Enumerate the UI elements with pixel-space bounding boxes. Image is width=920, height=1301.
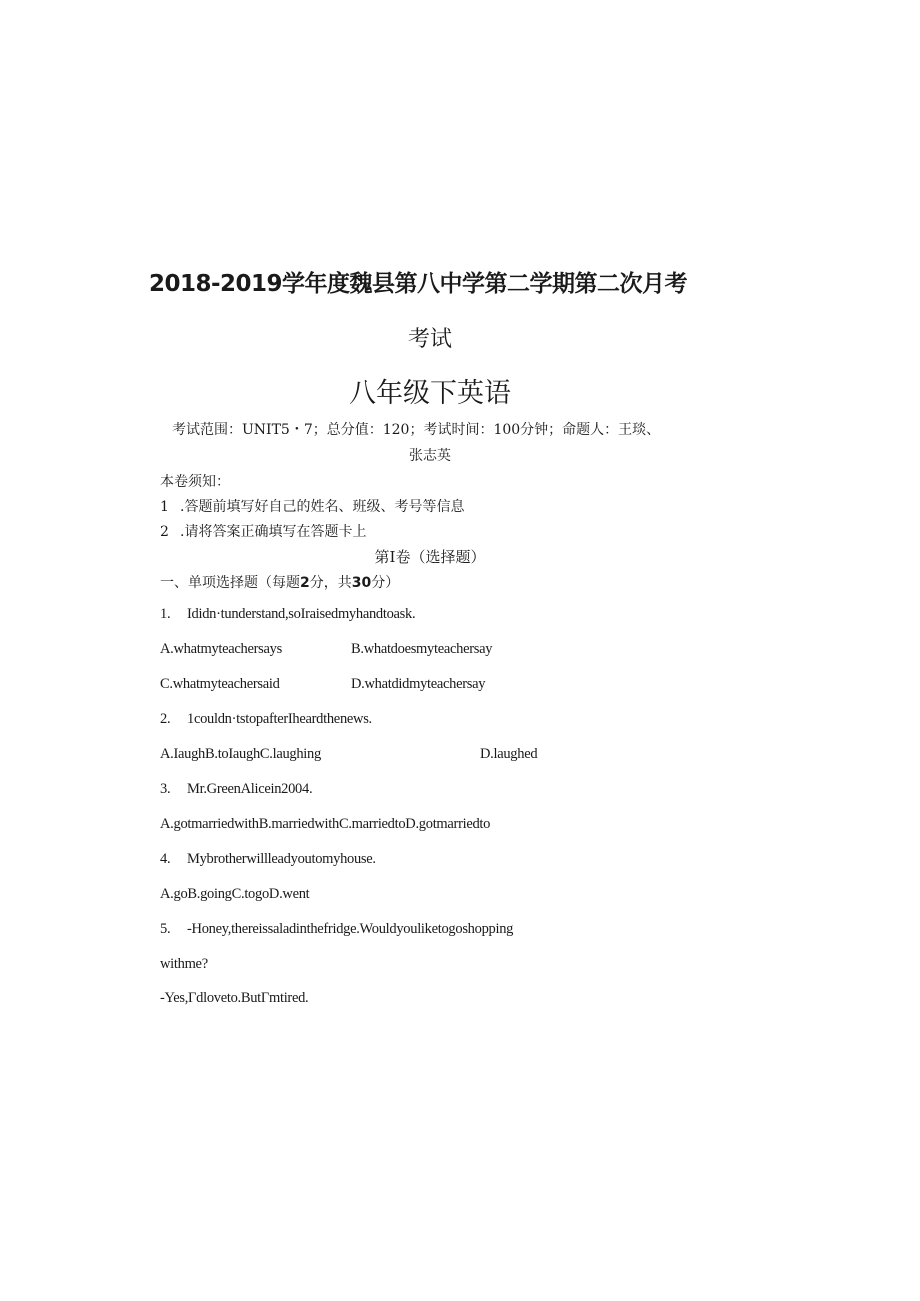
notice-item-number: 1 <box>160 499 169 515</box>
notice-item-text: .答题前填写好自己的姓名、班级、考号等信息 <box>180 499 465 515</box>
question-text-continued: withme? <box>160 956 208 972</box>
option-c: C.whatmyteachersaid <box>160 676 280 692</box>
section-mid: 分，共 <box>309 575 352 591</box>
question-text: Mr.GreenAlicein2004. <box>187 781 313 797</box>
question-text: Mybrotherwillleadyoutomyhouse. <box>187 851 376 867</box>
question-number: 2. <box>160 711 171 727</box>
part-title: 第I卷（选择题） <box>374 548 486 566</box>
question-number: 4. <box>160 851 171 867</box>
section-heading <box>160 572 399 592</box>
option-d: D.whatdidmyteachersay <box>351 676 486 692</box>
question-number: 5. <box>160 921 171 937</box>
question-stem <box>160 781 312 798</box>
question-stem <box>160 921 513 938</box>
options-line: A.gotmarriedwithB.marriedwithC.marriedtoD.gotmarriedto <box>160 816 491 832</box>
notice-item <box>160 521 366 541</box>
notice-item <box>160 496 464 516</box>
question-stem <box>160 851 376 868</box>
options-line: A.goB.goingC.togoD.went <box>160 886 310 902</box>
section-prefix: 一、单项选择题（每题 <box>160 575 300 591</box>
dialogue-reply: -Yes,Γdloveto.ButΓmtired. <box>160 990 309 1006</box>
points-each: 2 <box>300 575 310 591</box>
section-suffix: 分） <box>371 575 400 591</box>
exam-info-author: 张志英 <box>409 448 451 464</box>
exam-title-continued: 考试 <box>407 327 452 352</box>
question-number: 3. <box>160 781 171 797</box>
question-text: 1couldn·tstopafterIheardthenews. <box>187 711 372 727</box>
option-d: D.laughed <box>480 746 538 762</box>
question-text: Ididn·tunderstand,soIraisedmyhandtoask. <box>187 606 416 622</box>
exam-info-line: 考试范围：UNIT5・7；总分值：120；考试时间：100分钟；命题人：王琰、 <box>172 422 661 438</box>
question-stem <box>160 606 415 623</box>
question-text: -Honey,thereissaladinthefridge.Wouldyouliketogoshopping <box>187 921 514 937</box>
points-total: 30 <box>351 575 372 591</box>
subject-title: 八年级下英语 <box>349 378 511 409</box>
notice-heading: 本卷须知： <box>160 474 230 490</box>
question-number: 1. <box>160 606 171 622</box>
exam-title: 2018-2019学年度魏县第八中学第二学期第二次月考 <box>148 271 688 297</box>
question-stem <box>160 711 372 728</box>
options-abc: A.IaughB.toIaughC.laughing <box>160 746 321 762</box>
option-a: A.whatmyteachersays <box>160 641 282 657</box>
notice-item-number: 2 <box>160 524 169 540</box>
option-b: B.whatdoesmyteachersay <box>351 641 493 657</box>
notice-item-text: .请将答案正确填写在答题卡上 <box>180 524 367 540</box>
